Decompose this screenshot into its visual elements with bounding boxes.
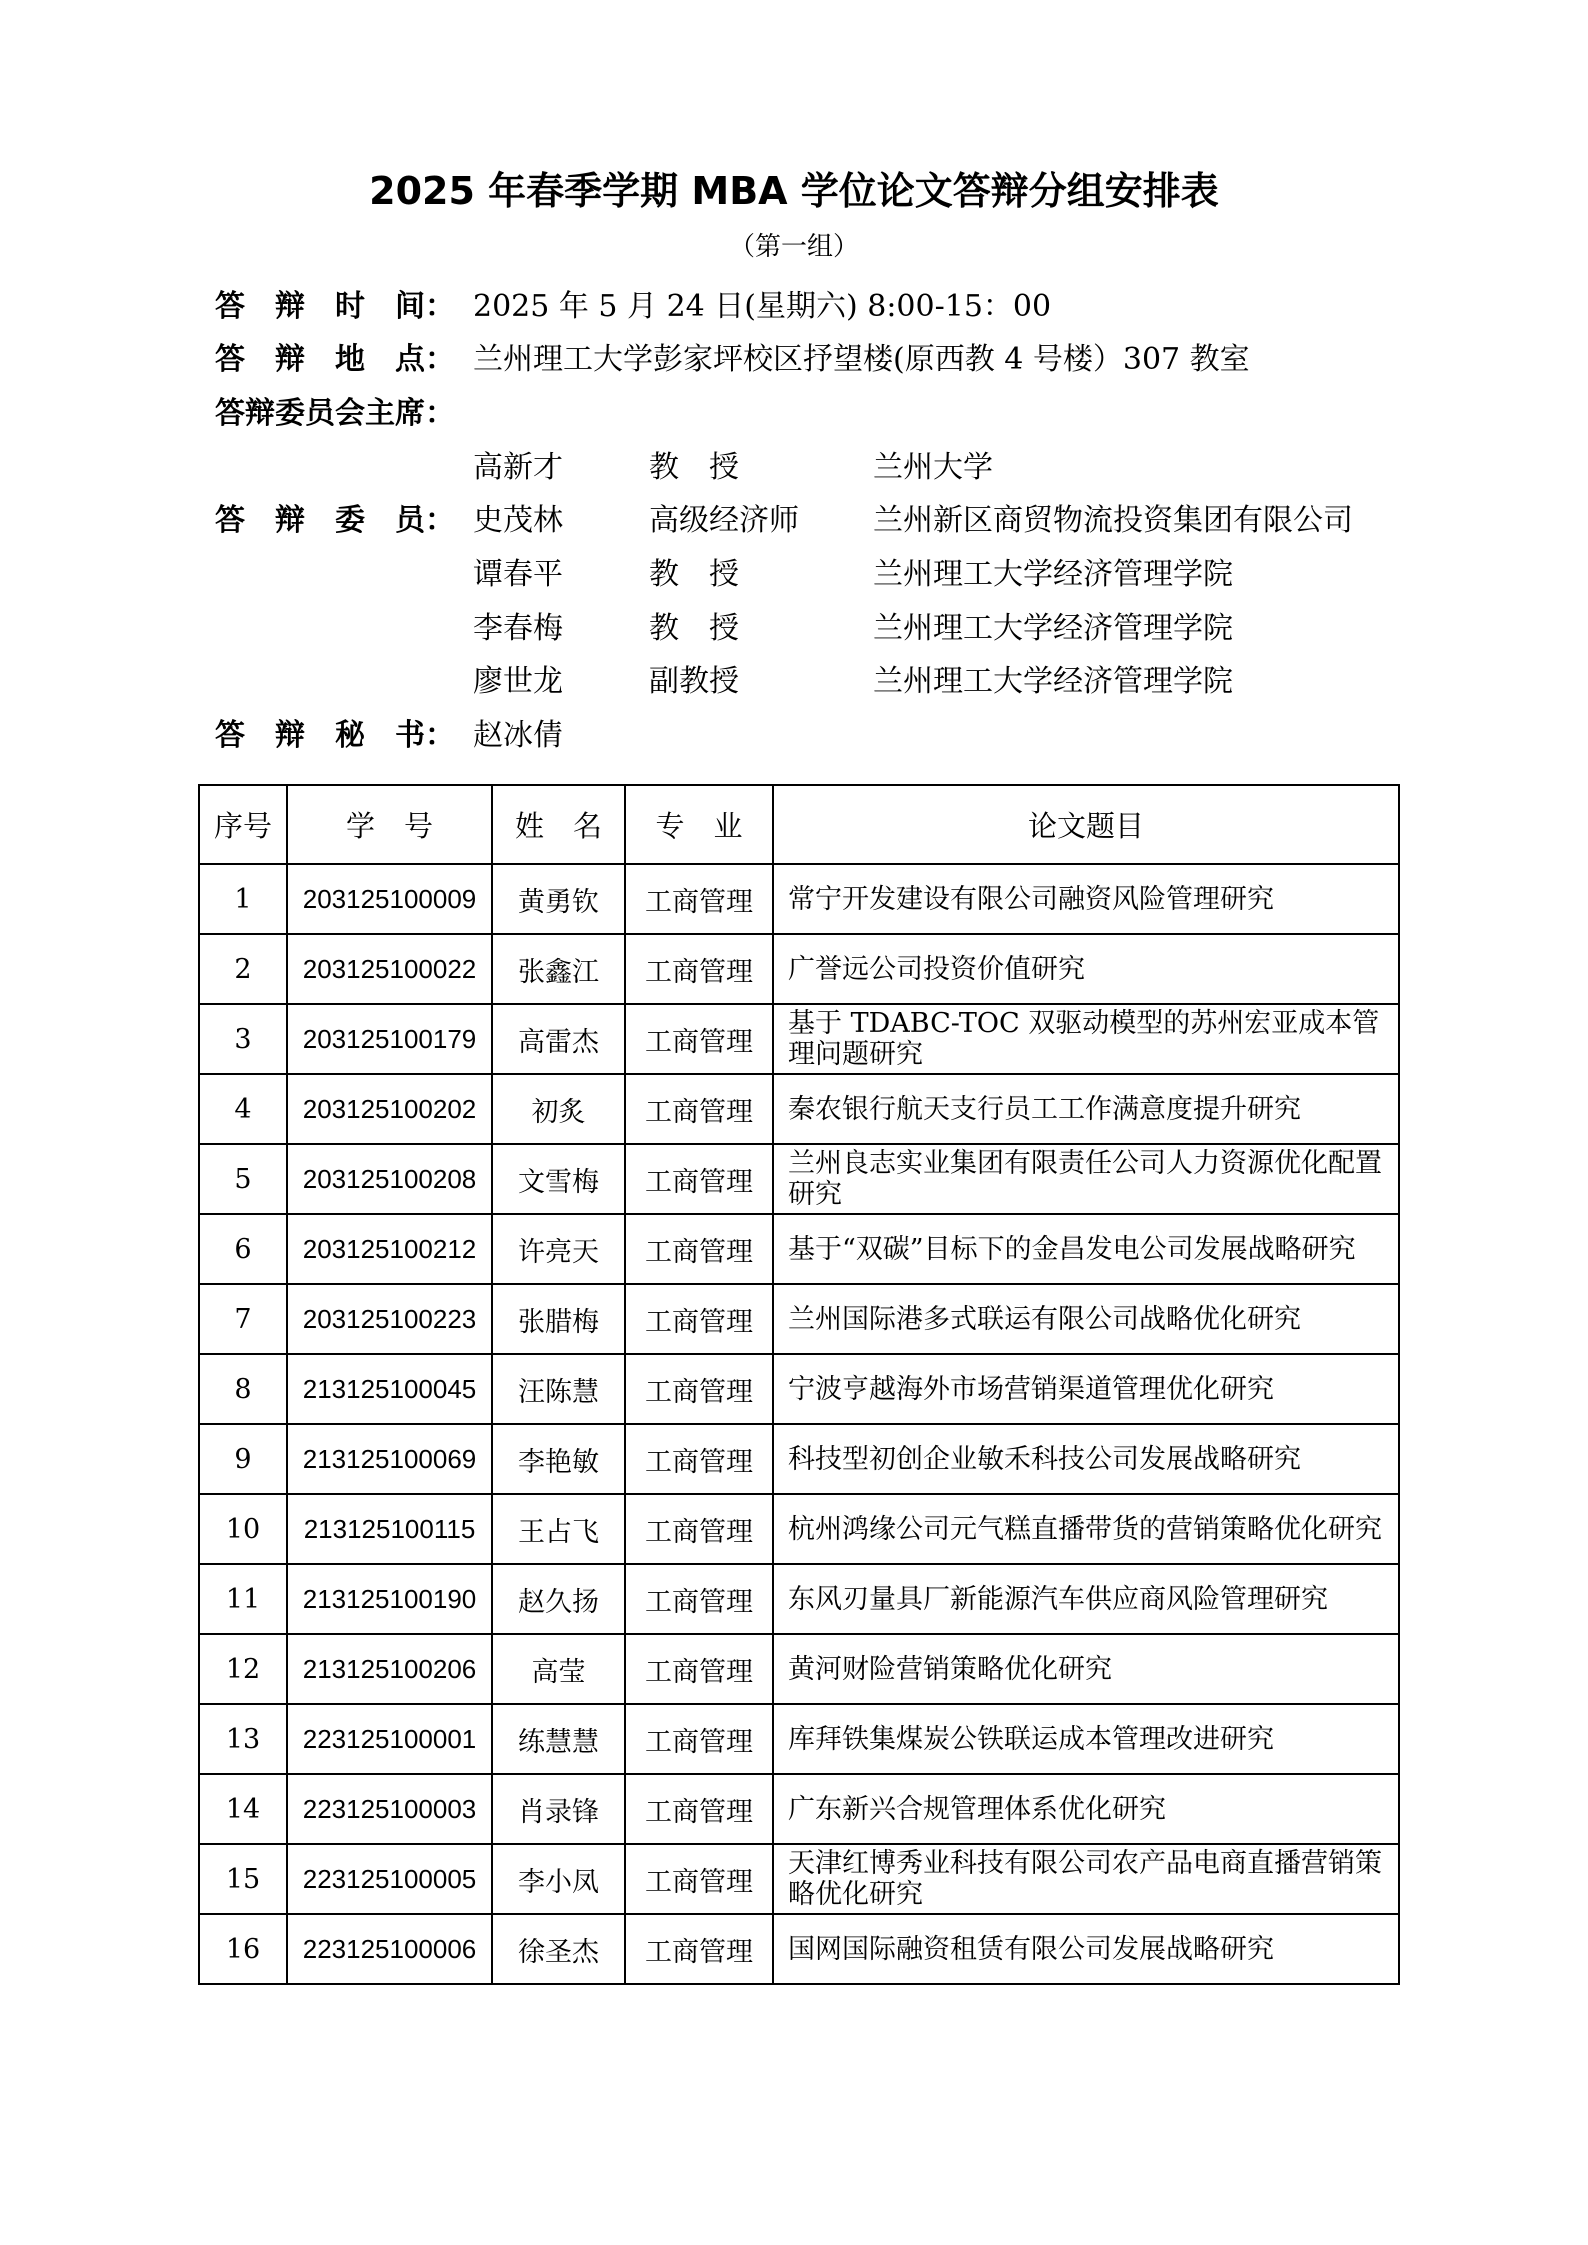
cell-student-id: 203125100179	[287, 1004, 492, 1074]
chair-org: 兰州大学	[873, 450, 993, 485]
cell-student-id: 203125100212	[287, 1214, 492, 1284]
secretary-row	[0, 710, 1588, 753]
table-row	[199, 1914, 1399, 1984]
cell-major: 工商管理	[625, 1284, 773, 1354]
column-header-student-id: 学 号	[287, 785, 492, 864]
cell-student-id: 213125100069	[287, 1424, 492, 1494]
cell-index: 6	[199, 1214, 287, 1284]
member-row	[0, 549, 1588, 592]
cell-student-name: 高雷杰	[492, 1004, 625, 1074]
defense-time-value: 2025 年 5 月 24 日(星期六) 8:00-15：00	[473, 289, 1052, 324]
cell-thesis-title: 库拜铁集煤炭公铁联运成本管理改进研究	[773, 1704, 1399, 1774]
cell-thesis-title: 广誉远公司投资价值研究	[773, 934, 1399, 1004]
table-row	[199, 864, 1399, 934]
member-row	[0, 495, 1588, 538]
cell-major: 工商管理	[625, 1704, 773, 1774]
table-row	[199, 1634, 1399, 1704]
cell-student-name: 初炙	[492, 1074, 625, 1144]
column-header-name: 姓 名	[492, 785, 625, 864]
table-row	[199, 934, 1399, 1004]
cell-major: 工商管理	[625, 1074, 773, 1144]
cell-student-name: 徐圣杰	[492, 1914, 625, 1984]
table-row	[199, 1004, 1399, 1074]
cell-student-id: 203125100223	[287, 1284, 492, 1354]
member-title: 高级经济师	[649, 503, 799, 538]
table-header-row	[199, 785, 1399, 864]
cell-student-id: 213125100115	[287, 1494, 492, 1564]
member-name: 廖世龙	[473, 664, 563, 699]
chair-label: 答辩委员会主席：	[215, 396, 455, 431]
table-row	[199, 1704, 1399, 1774]
chair-title: 教 授	[649, 450, 739, 485]
cell-student-name: 高莹	[492, 1634, 625, 1704]
cell-thesis-title: 秦农银行航天支行员工工作满意度提升研究	[773, 1074, 1399, 1144]
cell-student-name: 练慧慧	[492, 1704, 625, 1774]
cell-thesis-title: 东风刃量具厂新能源汽车供应商风险管理研究	[773, 1564, 1399, 1634]
cell-student-id: 203125100208	[287, 1144, 492, 1214]
cell-student-id: 213125100206	[287, 1634, 492, 1704]
member-title: 教 授	[649, 611, 739, 646]
cell-student-id: 223125100006	[287, 1914, 492, 1984]
cell-index: 16	[199, 1914, 287, 1984]
cell-student-id: 203125100022	[287, 934, 492, 1004]
cell-thesis-title: 基于“双碳”目标下的金昌发电公司发展战略研究	[773, 1214, 1399, 1284]
column-header-major: 专 业	[625, 785, 773, 864]
member-row	[0, 656, 1588, 699]
cell-major: 工商管理	[625, 934, 773, 1004]
cell-student-id: 223125100001	[287, 1704, 492, 1774]
cell-major: 工商管理	[625, 1424, 773, 1494]
cell-student-name: 李艳敏	[492, 1424, 625, 1494]
cell-major: 工商管理	[625, 1844, 773, 1914]
table-row	[199, 1564, 1399, 1634]
table-row	[199, 1774, 1399, 1844]
cell-thesis-title: 杭州鸿缘公司元气糕直播带货的营销策略优化研究	[773, 1494, 1399, 1564]
cell-index: 12	[199, 1634, 287, 1704]
cell-student-name: 王占飞	[492, 1494, 625, 1564]
cell-student-name: 李小凤	[492, 1844, 625, 1914]
defense-time-row	[0, 281, 1588, 324]
cell-thesis-title: 兰州良志实业集团有限责任公司人力资源优化配置研究	[773, 1144, 1399, 1214]
group-subtitle: （第一组）	[728, 232, 859, 262]
cell-thesis-title: 广东新兴合规管理体系优化研究	[773, 1774, 1399, 1844]
member-org: 兰州理工大学经济管理学院	[873, 664, 1233, 699]
member-name: 谭春平	[473, 557, 563, 592]
member-org: 兰州理工大学经济管理学院	[873, 557, 1233, 592]
cell-student-name: 汪陈慧	[492, 1354, 625, 1424]
cell-student-name: 许亮天	[492, 1214, 625, 1284]
table-row	[199, 1144, 1399, 1214]
cell-student-id: 213125100190	[287, 1564, 492, 1634]
cell-student-name: 黄勇钦	[492, 864, 625, 934]
cell-student-name: 肖录锋	[492, 1774, 625, 1844]
document-title: 2025 年春季学期 MBA 学位论文答辩分组安排表	[369, 169, 1219, 213]
cell-thesis-title: 天津红博秀业科技有限公司农产品电商直播营销策略优化研究	[773, 1844, 1399, 1914]
cell-major: 工商管理	[625, 1494, 773, 1564]
cell-thesis-title: 宁波亨越海外市场营销渠道管理优化研究	[773, 1354, 1399, 1424]
cell-student-name: 文雪梅	[492, 1144, 625, 1214]
table-row	[199, 1214, 1399, 1284]
member-name: 李春梅	[473, 611, 563, 646]
defense-location-label: 答 辩 地 点：	[215, 342, 455, 377]
cell-major: 工商管理	[625, 1354, 773, 1424]
cell-index: 8	[199, 1354, 287, 1424]
cell-student-id: 223125100005	[287, 1844, 492, 1914]
cell-major: 工商管理	[625, 1634, 773, 1704]
cell-student-id: 213125100045	[287, 1354, 492, 1424]
member-row	[0, 603, 1588, 646]
cell-major: 工商管理	[625, 1004, 773, 1074]
table-row	[199, 1424, 1399, 1494]
defense-location-value: 兰州理工大学彭家坪校区抒望楼(原西教 4 号楼）307 教室	[473, 342, 1250, 377]
cell-student-name: 张腊梅	[492, 1284, 625, 1354]
cell-student-name: 赵久扬	[492, 1564, 625, 1634]
cell-thesis-title: 国网国际融资租赁有限公司发展战略研究	[773, 1914, 1399, 1984]
cell-student-id: 203125100202	[287, 1074, 492, 1144]
cell-thesis-title: 常宁开发建设有限公司融资风险管理研究	[773, 864, 1399, 934]
secretary-name: 赵冰倩	[473, 718, 563, 753]
table-row	[199, 1284, 1399, 1354]
cell-thesis-title: 基于 TDABC-TOC 双驱动模型的苏州宏亚成本管理问题研究	[773, 1004, 1399, 1074]
members-label: 答 辩 委 员：	[215, 503, 455, 538]
chair-row	[0, 442, 1588, 485]
member-name: 史茂林	[473, 503, 563, 538]
member-title: 教 授	[649, 557, 739, 592]
schedule-table	[198, 784, 1400, 1985]
cell-index: 14	[199, 1774, 287, 1844]
cell-index: 2	[199, 934, 287, 1004]
secretary-label: 答 辩 秘 书：	[215, 718, 455, 753]
cell-major: 工商管理	[625, 1914, 773, 1984]
cell-index: 7	[199, 1284, 287, 1354]
cell-index: 1	[199, 864, 287, 934]
member-title: 副教授	[649, 664, 739, 699]
cell-student-id: 223125100003	[287, 1774, 492, 1844]
cell-thesis-title: 科技型初创企业敏禾科技公司发展战略研究	[773, 1424, 1399, 1494]
cell-index: 13	[199, 1704, 287, 1774]
cell-index: 11	[199, 1564, 287, 1634]
cell-thesis-title: 黄河财险营销策略优化研究	[773, 1634, 1399, 1704]
table-row	[199, 1844, 1399, 1914]
cell-student-name: 张鑫江	[492, 934, 625, 1004]
cell-thesis-title: 兰州国际港多式联运有限公司战略优化研究	[773, 1284, 1399, 1354]
cell-student-id: 203125100009	[287, 864, 492, 934]
member-org: 兰州理工大学经济管理学院	[873, 611, 1233, 646]
cell-index: 10	[199, 1494, 287, 1564]
cell-major: 工商管理	[625, 1564, 773, 1634]
defense-location-row	[0, 334, 1588, 377]
cell-major: 工商管理	[625, 1774, 773, 1844]
cell-index: 5	[199, 1144, 287, 1214]
cell-major: 工商管理	[625, 1144, 773, 1214]
table-row	[199, 1354, 1399, 1424]
member-org: 兰州新区商贸物流投资集团有限公司	[873, 503, 1353, 538]
cell-index: 15	[199, 1844, 287, 1914]
chair-label-row	[0, 388, 1588, 431]
cell-major: 工商管理	[625, 864, 773, 934]
defense-time-label: 答 辩 时 间：	[215, 289, 455, 324]
cell-index: 3	[199, 1004, 287, 1074]
chair-name: 高新才	[473, 450, 563, 485]
column-header-thesis-title: 论文题目	[773, 785, 1399, 864]
cell-major: 工商管理	[625, 1214, 773, 1284]
cell-index: 4	[199, 1074, 287, 1144]
column-header-index: 序号	[199, 785, 287, 864]
cell-index: 9	[199, 1424, 287, 1494]
table-row	[199, 1074, 1399, 1144]
table-row	[199, 1494, 1399, 1564]
